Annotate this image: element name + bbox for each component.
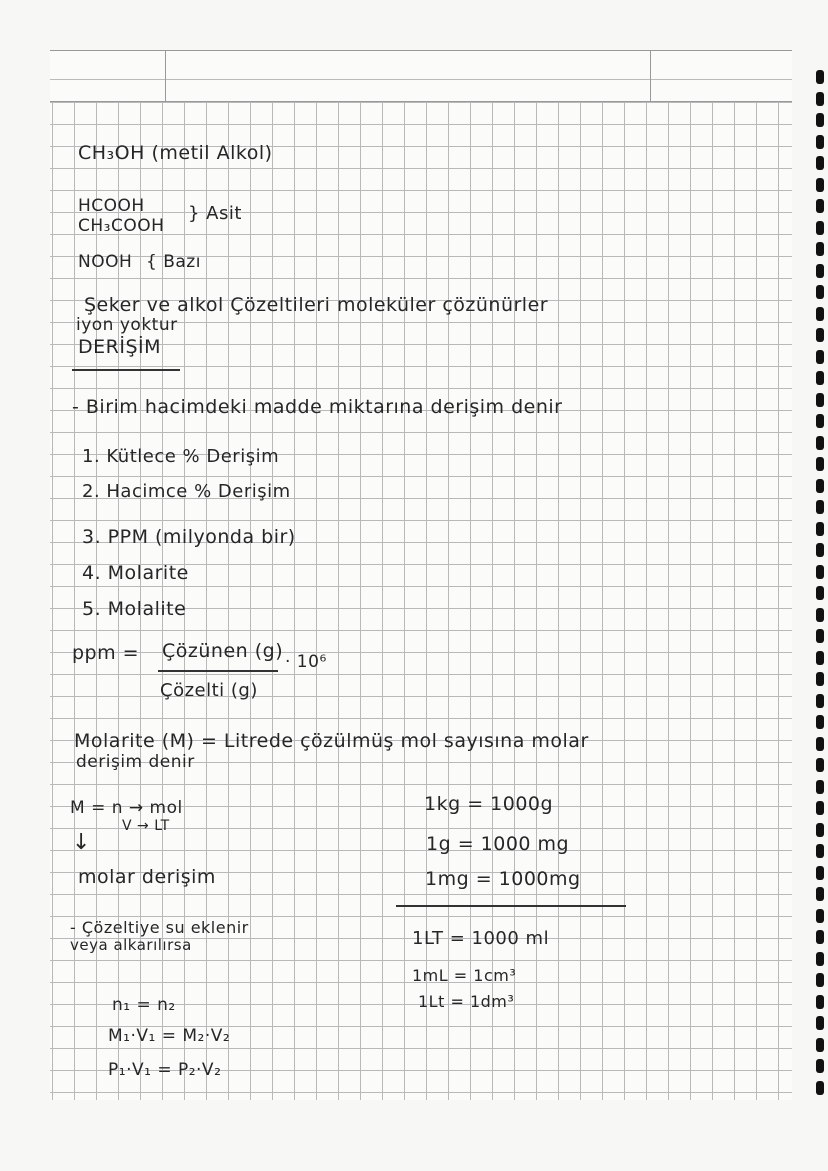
molarity-definition: Molarite (M) = Litrede çözülmüş mol sayısına molar [74,730,589,752]
unit-conversion: 1kg = 1000g [424,793,554,815]
spiral-ring [816,135,824,149]
definition: - Birim hacimdeki madde miktarına derişim denir [72,396,563,418]
methanol-line: CH₃OH (metil Alkol) [78,142,273,164]
ppm-numerator: Çözünen (g) [162,640,284,662]
list-item: 1. Kütlece % Derişim [82,446,280,467]
spiral-ring [816,629,824,643]
spiral-ring [816,866,824,880]
molarity-definition-cont: derişim denir [76,752,195,772]
spiral-ring [816,371,824,385]
spiral-ring [816,909,824,923]
spiral-ring [816,694,824,708]
dilution-line2: veya alkarılırsa [70,936,192,954]
spiral-ring [816,651,824,665]
unit-conversion: 1mg = 1000mg [425,868,581,890]
molar-label: molar derişim [78,866,216,888]
list-item: 5. Molalite [82,598,187,620]
spiral-ring [816,500,824,514]
sugar-alcohol-sentence: Şeker ve alkol Çözeltileri moleküler çözünürler [84,294,549,316]
base-label: { Bazı [146,252,201,272]
spiral-ring [816,113,824,127]
spiral-ring [816,1038,824,1052]
spiral-ring [816,307,824,321]
spiral-ring [816,328,824,342]
spiral-ring [816,414,824,428]
molarity-volume: V → LT [122,818,170,834]
down-arrow-icon: ↓ [72,830,91,855]
base-formula: NOOH [78,252,133,272]
spiral-ring [816,221,824,235]
spiral-ring [816,844,824,858]
spiral-ring [816,156,824,170]
spiral-ring [816,995,824,1009]
spiral-ring [816,436,824,450]
spiral-ring [816,285,824,299]
dilution-line1: - Çözeltiye su eklenir [70,918,249,937]
ppm-factor: · 10⁶ [285,652,327,672]
unit-conversion: 1g = 1000 mg [426,833,570,855]
spiral-ring [816,543,824,557]
list-item: 4. Molarite [82,562,189,584]
equation-molarity: M₁·V₁ = M₂·V₂ [108,1026,231,1046]
unit-divider [396,905,626,907]
spiral-ring [816,715,824,729]
acid-label: } Asit [188,203,242,224]
spiral-ring [816,178,824,192]
spiral-ring [816,1081,824,1095]
spiral-ring [816,70,824,84]
spiral-ring [816,92,824,106]
molarity-formula: M = n → mol [70,798,183,818]
equation-moles: n₁ = n₂ [112,995,176,1015]
spiral-ring [816,393,824,407]
spiral-ring [816,565,824,579]
list-item: 2. Hacimce % Derişim [82,481,291,502]
acetic-acid: CH₃COOH [78,216,165,236]
spiral-ring [816,457,824,471]
ppm-denominator: Çözelti (g) [160,680,258,701]
spiral-ring [816,952,824,966]
page-header-box [50,50,792,102]
fraction-bar [158,670,278,672]
ppm-lhs: ppm = [72,642,140,664]
equation-pressure: P₁·V₁ = P₂·V₂ [108,1060,222,1080]
heading-underline [72,369,180,371]
formic-acid: HCOOH [78,196,145,216]
spiral-ring [816,737,824,751]
spiral-ring [816,522,824,536]
spiral-ring [816,801,824,815]
spiral-ring [816,973,824,987]
spiral-ring [816,1016,824,1030]
list-item: 3. PPM (milyonda bir) [82,526,296,548]
spiral-ring [816,930,824,944]
spiral-ring [816,264,824,278]
heading-derisim: DERİŞİM [78,336,161,358]
unit-conversion: 1mL = 1cm³ [412,966,517,985]
unit-conversion: 1Lt = 1dm³ [418,992,515,1011]
no-ions-sentence: iyon yoktur [76,315,178,335]
spiral-ring [816,672,824,686]
spiral-ring [816,608,824,622]
spiral-ring [816,758,824,772]
spiral-ring [816,586,824,600]
spiral-ring [816,479,824,493]
spiral-ring [816,780,824,794]
spiral-ring [816,823,824,837]
spiral-ring [816,1059,824,1073]
spiral-ring [816,350,824,364]
spiral-ring [816,887,824,901]
spiral-ring [816,199,824,213]
unit-conversion: 1LT = 1000 ml [412,928,550,949]
spiral-ring [816,242,824,256]
